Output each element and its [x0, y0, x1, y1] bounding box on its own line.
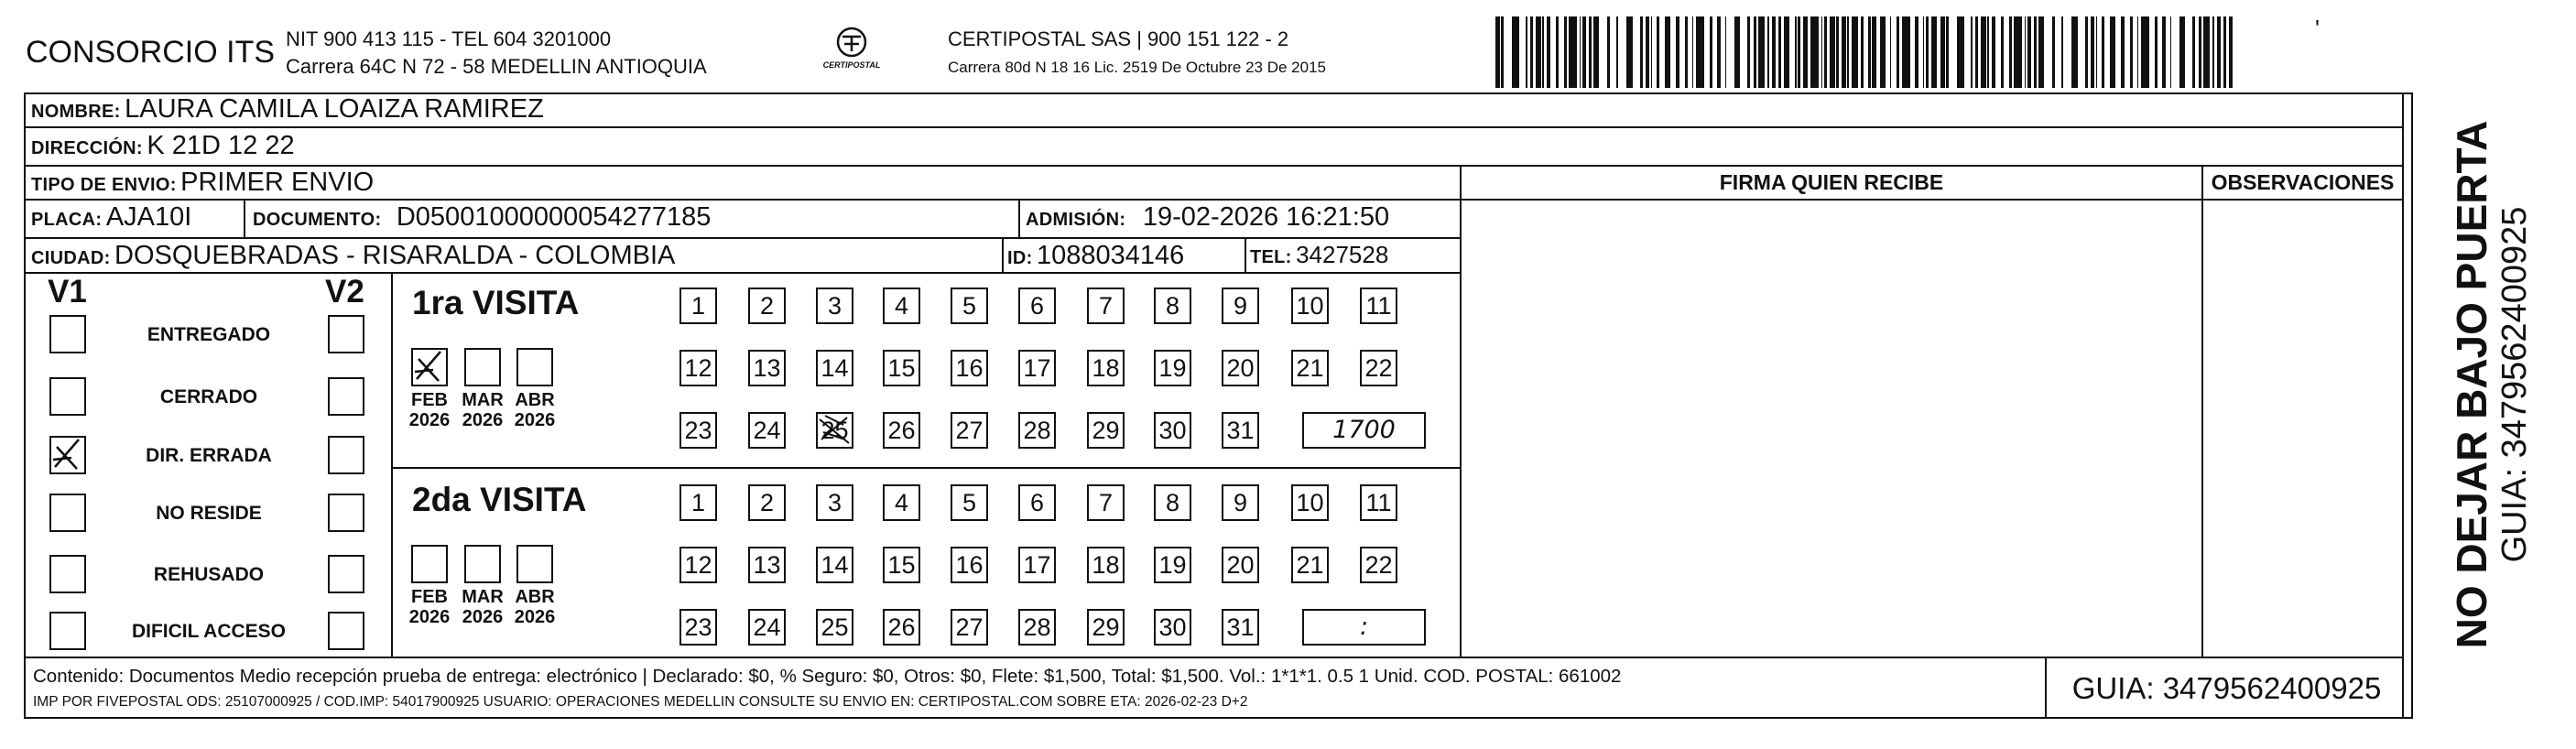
status-label: DIR. ERRADA — [146, 445, 272, 466]
day-box[interactable]: 26 — [883, 609, 920, 646]
day-box[interactable]: 16 — [951, 350, 988, 386]
day-box[interactable]: 14 — [816, 350, 853, 386]
footer-guide-divider — [2045, 657, 2047, 719]
barcode-bar — [1547, 16, 1551, 88]
barcode-bar — [2130, 16, 2133, 88]
month-label — [402, 587, 457, 627]
day-box[interactable]: 12 — [679, 547, 717, 583]
day-box[interactable]: 2 — [748, 288, 786, 324]
day-box[interactable]: 30 — [1154, 412, 1191, 449]
day-box[interactable]: 24 — [748, 412, 786, 449]
barcode-bar — [2199, 16, 2201, 88]
certipostal-logo — [806, 24, 897, 79]
day-box[interactable]: 6 — [1018, 484, 1056, 521]
barcode-bar — [1526, 16, 1527, 88]
day-box[interactable]: 26 — [883, 412, 920, 449]
plate-doc-divider — [244, 199, 245, 239]
day-box[interactable]: 27 — [951, 609, 988, 646]
day-box[interactable]: 15 — [883, 547, 920, 583]
status-label: NO RESIDE — [156, 503, 262, 524]
day-box[interactable]: 8 — [1154, 288, 1191, 324]
barcode — [1495, 16, 2237, 88]
v2-label: V2 — [325, 274, 364, 309]
barcode-bar — [1975, 16, 1978, 88]
visit-title: 1ra VISITA — [412, 284, 580, 321]
certipostal-logo-icon — [806, 24, 897, 79]
barcode-bar — [1651, 16, 1653, 88]
month-year: 2026 — [462, 410, 504, 430]
barcode-bar — [1495, 16, 1500, 88]
barcode-bar — [1607, 16, 1610, 88]
barcode-bar — [1923, 16, 1925, 88]
day-box[interactable]: 18 — [1087, 547, 1125, 583]
observations-col-left — [2201, 165, 2203, 658]
barcode-bar — [1580, 16, 1581, 88]
frame-right-inner — [2402, 92, 2404, 719]
barcode-bar — [1931, 16, 1937, 88]
signature-header: FIRMA QUIEN RECIBE — [1719, 170, 1944, 194]
footer-line — [24, 657, 2404, 658]
month-year: 2026 — [514, 607, 556, 627]
barcode-bar — [1981, 16, 1986, 88]
day-box[interactable]: 21 — [1291, 350, 1329, 386]
day-box[interactable]: 11 — [1360, 288, 1397, 324]
month-name: MAR — [462, 390, 504, 410]
barcode-bar — [2212, 16, 2214, 88]
barcode-bar — [2025, 16, 2027, 88]
barcode-bar — [1861, 16, 1864, 88]
month-checkbox[interactable] — [464, 348, 501, 386]
barcode-bar — [1890, 16, 1892, 88]
day-box[interactable]: 19 — [1154, 547, 1191, 583]
day-box[interactable]: 2 — [748, 484, 786, 521]
barcode-bar — [1734, 16, 1740, 88]
barcode-bar — [2203, 16, 2211, 88]
v1-label: V1 — [48, 274, 87, 309]
barcode-bar — [1940, 16, 1945, 88]
visit-title: 2da VISITA — [412, 481, 587, 518]
day-box[interactable]: 3 — [816, 484, 853, 521]
barcode-bar — [1915, 16, 1919, 88]
status-label: REHUSADO — [153, 564, 265, 585]
carrier-name: CERTIPOSTAL SAS | 900 151 122 - 2 — [948, 27, 1289, 50]
status-v2-checkbox[interactable] — [328, 377, 364, 416]
barcode-bar — [1626, 16, 1634, 88]
barcode-bar — [2192, 16, 2195, 88]
status-v2-checkbox[interactable] — [328, 494, 364, 532]
status-v2-checkbox[interactable] — [328, 555, 364, 593]
day-box[interactable]: 29 — [1087, 412, 1125, 449]
barcode-bar — [1725, 16, 1727, 88]
day-box[interactable]: 12 — [679, 350, 717, 386]
month-checkbox[interactable] — [516, 348, 553, 386]
barcode-bar — [2091, 16, 2095, 88]
time-box[interactable]: 1700 — [1302, 412, 1426, 449]
day-box[interactable]: 9 — [1222, 288, 1259, 324]
day-box[interactable]: 18 — [1087, 350, 1125, 386]
id-row — [1007, 241, 1184, 271]
send-type-label: TIPO DE ENVIO: — [31, 175, 177, 195]
barcode-bar — [1798, 16, 1800, 88]
barcode-bar — [2141, 16, 2149, 88]
day-box[interactable]: 20 — [1222, 350, 1259, 386]
status-label: DIFICIL ACCESO — [131, 621, 286, 642]
month-name: FEB — [411, 587, 448, 607]
barcode-bar — [1542, 16, 1544, 88]
plate-label: PLACA: — [31, 210, 103, 230]
barcode-bar — [2014, 16, 2022, 88]
barcode-bar — [1987, 16, 1989, 88]
day-box[interactable]: 8 — [1154, 484, 1191, 521]
barcode-bar — [1692, 16, 1694, 88]
barcode-bar — [1830, 16, 1835, 88]
send-type-row — [31, 168, 374, 198]
day-box[interactable]: 3 — [816, 288, 853, 324]
barcode-bar — [1593, 16, 1599, 88]
barcode-bar — [2217, 16, 2222, 88]
day-box[interactable]: 9 — [1222, 484, 1259, 521]
observations-header: OBSERVACIONES — [2211, 170, 2395, 194]
barcode-bar — [2001, 16, 2004, 88]
company-name: CONSORCIO ITS — [26, 35, 276, 70]
day-box[interactable]: 28 — [1018, 412, 1056, 449]
barcode-bar — [2027, 16, 2032, 88]
barcode-bar — [2137, 16, 2139, 88]
barcode-bar — [2170, 16, 2172, 88]
barcode-bar — [1772, 16, 1777, 88]
barcode-bar — [1657, 16, 1659, 88]
id-label: ID: — [1007, 248, 1033, 268]
day-box[interactable]: 25 — [816, 609, 853, 646]
barcode-bar — [1685, 16, 1688, 88]
barcode-bar — [1512, 16, 1519, 88]
barcode-bar — [1842, 16, 1846, 88]
no-dejar-bajo-puerta-text: NO DEJAR BAJO PUERTA — [2448, 120, 2495, 649]
day-box[interactable]: 4 — [883, 288, 920, 324]
month-name: ABR — [515, 390, 555, 410]
barcode-bar — [1665, 16, 1670, 88]
status-v2-checkbox[interactable] — [328, 612, 364, 650]
barcode-bar — [1836, 16, 1839, 88]
barcode-bar — [1926, 16, 1929, 88]
month-year: 2026 — [514, 410, 556, 430]
day-box[interactable]: 17 — [1018, 350, 1056, 386]
barcode-bar — [1897, 16, 1899, 88]
barcode-bar — [2110, 16, 2115, 88]
status-v1-checkbox[interactable] — [49, 436, 86, 474]
barcode-bar — [2162, 16, 2167, 88]
status-v1-checkbox[interactable] — [49, 612, 86, 650]
address-row — [31, 131, 295, 161]
day-box[interactable]: 16 — [951, 547, 988, 583]
status-v2-checkbox[interactable] — [328, 315, 364, 353]
day-box[interactable]: 28 — [1018, 609, 1056, 646]
document-label: DOCUMENTO: — [253, 210, 382, 230]
day-box[interactable]: 5 — [951, 484, 988, 521]
barcode-bar — [1880, 16, 1886, 88]
status-v1-checkbox[interactable] — [49, 555, 86, 593]
admission-row — [1026, 202, 1389, 233]
day-box[interactable]: 21 — [1291, 547, 1329, 583]
carrier-license: Carrera 80d N 18 16 Lic. 2519 De Octubre 23 De 2015 — [948, 59, 1326, 76]
barcode-bar — [1676, 16, 1680, 88]
day-box[interactable]: 20 — [1222, 547, 1259, 583]
side-guide-text: GUIA: 3479562400925 — [2495, 206, 2534, 563]
row-line-2 — [24, 165, 2404, 167]
barcode-bar — [1795, 16, 1797, 88]
row-line-1 — [24, 126, 2404, 128]
barcode-bar — [2096, 16, 2098, 88]
barcode-bar — [1616, 16, 1618, 88]
certipostal-logo-text: CERTIPOSTAL — [822, 60, 881, 70]
day-box[interactable]: 1 — [679, 484, 717, 521]
barcode-bar — [2061, 16, 2063, 88]
tel-row — [1250, 241, 1388, 269]
footer-print-info: IMP POR FIVEPOSTAL ODS: 25107000925 / COD.IMP: 54017900925 USUARIO: OPERACIONES MEDELLIN CONSULTE SU ENVIO EN: CERTIPOSTAL.COM SOBRE ETA: 2026-02-23 D+2 — [33, 694, 1248, 710]
barcode-bar — [1717, 16, 1722, 88]
document-value: D05001000000054277185 — [396, 202, 712, 232]
barcode-bar — [1803, 16, 1808, 88]
month-year: 2026 — [408, 410, 451, 430]
barcode-bar — [1758, 16, 1766, 88]
status-label: CERRADO — [159, 386, 258, 407]
day-box[interactable]: 29 — [1087, 609, 1125, 646]
barcode-bar — [1868, 16, 1871, 88]
name-label: NOMBRE: — [31, 102, 121, 122]
recipient-address: K 21D 12 22 — [147, 131, 295, 160]
frame-left — [24, 92, 26, 719]
day-box[interactable]: 10 — [1291, 288, 1329, 324]
tel-value: 3427528 — [1296, 241, 1389, 268]
barcode-bar — [1536, 16, 1541, 88]
day-box[interactable]: 22 — [1360, 547, 1397, 583]
status-v2-checkbox[interactable] — [328, 436, 364, 474]
footer-contents: Contenido: Documentos Medio recepción prueba de entrega: electrónico | Declarado: $0, % Seguro: $0, Otros: $0, Flete: $1,500, Total: $1,500. Vol.: 1*1*1. 0.5 1 Unid. COD. POSTAL: 661002 — [33, 666, 1622, 687]
barcode-bar — [1784, 16, 1789, 88]
day-box[interactable]: 27 — [951, 412, 988, 449]
barcode-bar — [2052, 16, 2055, 88]
barcode-bar — [1852, 16, 1859, 88]
barcode-bar — [1640, 16, 1643, 88]
day-box[interactable]: 5 — [951, 288, 988, 324]
day-box[interactable]: 14 — [816, 547, 853, 583]
plate-value: AJA10I — [105, 202, 192, 232]
barcode-bar — [1821, 16, 1823, 88]
barcode-bar — [1957, 16, 1964, 88]
day-box[interactable]: 13 — [748, 547, 786, 583]
company-address: Carrera 64C N 72 - 58 MEDELLIN ANTIOQUIA — [286, 55, 707, 78]
month-label — [402, 390, 457, 430]
barcode-bar — [1564, 16, 1567, 88]
day-box[interactable]: 6 — [1018, 288, 1056, 324]
barcode-bar — [2038, 16, 2044, 88]
barcode-bar — [1754, 16, 1756, 88]
month-year: 2026 — [462, 607, 504, 627]
barcode-bar — [1902, 16, 1910, 88]
status-label: ENTREGADO — [147, 324, 271, 345]
send-type-value: PRIMER ENVIO — [180, 168, 375, 197]
barcode-bar — [1810, 16, 1819, 88]
barcode-bar — [2179, 16, 2185, 88]
corner-mark: ' — [2315, 15, 2320, 42]
signature-col-left — [1460, 165, 1462, 658]
day-box[interactable]: 23 — [679, 609, 717, 646]
barcode-bar — [1501, 16, 1504, 88]
month-name: MAR — [462, 587, 504, 607]
day-box[interactable]: 1 — [679, 288, 717, 324]
day-box[interactable]: 19 — [1154, 350, 1191, 386]
barcode-bar — [1747, 16, 1750, 88]
month-year: 2026 — [408, 607, 451, 627]
barcode-bar — [2121, 16, 2125, 88]
status-v1-checkbox[interactable] — [49, 315, 86, 353]
day-box[interactable]: 13 — [748, 350, 786, 386]
day-box[interactable]: 25 — [816, 412, 853, 449]
day-box[interactable]: 23 — [679, 412, 717, 449]
barcode-bar — [1946, 16, 1949, 88]
id-value: 1088034146 — [1037, 241, 1185, 270]
barcode-bar — [1872, 16, 1876, 88]
frame-right-outer — [2411, 92, 2413, 719]
day-box[interactable]: 7 — [1087, 484, 1125, 521]
visit-divider — [391, 467, 1460, 469]
document-row — [253, 202, 711, 233]
barcode-bar — [2034, 16, 2037, 88]
barcode-bar — [1646, 16, 1650, 88]
month-label — [507, 390, 562, 430]
barcode-bar — [2071, 16, 2079, 88]
barcode-bar — [1971, 16, 1973, 88]
city-id-divider — [1002, 237, 1004, 274]
frame-bottom — [24, 717, 2413, 719]
barcode-bar — [1847, 16, 1849, 88]
day-box[interactable]: 22 — [1360, 350, 1397, 386]
month-checkbox[interactable] — [411, 348, 448, 386]
barcode-bar — [1767, 16, 1769, 88]
barcode-bar — [1589, 16, 1592, 88]
plate-row — [31, 202, 191, 233]
day-box[interactable]: 15 — [883, 350, 920, 386]
day-box[interactable]: 24 — [748, 609, 786, 646]
day-box[interactable]: 10 — [1291, 484, 1329, 521]
barcode-bar — [1530, 16, 1533, 88]
row-line-3 — [24, 199, 2404, 201]
day-box[interactable]: 31 — [1222, 412, 1259, 449]
city-row — [31, 241, 675, 271]
recipient-name: LAURA CAMILA LOAIZA RAMIREZ — [125, 94, 544, 124]
day-box[interactable]: 31 — [1222, 609, 1259, 646]
barcode-bar — [1582, 16, 1587, 88]
day-box[interactable]: 4 — [883, 484, 920, 521]
month-label — [455, 587, 510, 627]
month-label — [455, 390, 510, 430]
day-box[interactable]: 30 — [1154, 609, 1191, 646]
month-name: FEB — [411, 390, 448, 410]
company-nit: NIT 900 413 115 - TEL 604 3201000 — [286, 27, 612, 50]
footer-guide: GUIA: 3479562400925 — [2071, 671, 2382, 705]
barcode-bar — [2085, 16, 2088, 88]
time-box[interactable]: : — [1302, 609, 1426, 646]
name-row — [31, 94, 544, 125]
month-name: ABR — [515, 587, 555, 607]
day-box[interactable]: 17 — [1018, 547, 1056, 583]
tel-label: TEL: — [1250, 247, 1292, 267]
barcode-bar — [1824, 16, 1827, 88]
address-label: DIRECCIÓN: — [31, 138, 143, 158]
barcode-bar — [1556, 16, 1559, 88]
barcode-bar — [2155, 16, 2158, 88]
admission-value: 19-02-2026 16:21:50 — [1142, 202, 1390, 232]
city-label: CIUDAD: — [31, 248, 111, 268]
admission-label: ADMISIÓN: — [1026, 210, 1126, 230]
barcode-bar — [2229, 16, 2233, 88]
status-v1-checkbox[interactable] — [49, 494, 86, 532]
month-label — [507, 587, 562, 627]
barcode-bar — [1696, 16, 1704, 88]
day-box[interactable]: 11 — [1360, 484, 1397, 521]
month-checkbox[interactable] — [516, 545, 553, 583]
day-box[interactable]: 7 — [1087, 288, 1125, 324]
barcode-bar — [2223, 16, 2226, 88]
status-visit-divider — [391, 272, 393, 658]
barcode-bar — [2102, 16, 2104, 88]
month-checkbox[interactable] — [464, 545, 501, 583]
barcode-bar — [1992, 16, 1996, 88]
barcode-bar — [1778, 16, 1781, 88]
barcode-bar — [1710, 16, 1712, 88]
city-value: DOSQUEBRADAS - RISARALDA - COLOMBIA — [114, 241, 676, 270]
id-tel-divider — [1245, 237, 1246, 274]
status-v1-checkbox[interactable] — [49, 377, 86, 416]
barcode-bar — [1569, 16, 1577, 88]
doc-admission-divider — [1018, 199, 1020, 239]
barcode-bar — [2009, 16, 2012, 88]
month-checkbox[interactable] — [411, 545, 448, 583]
